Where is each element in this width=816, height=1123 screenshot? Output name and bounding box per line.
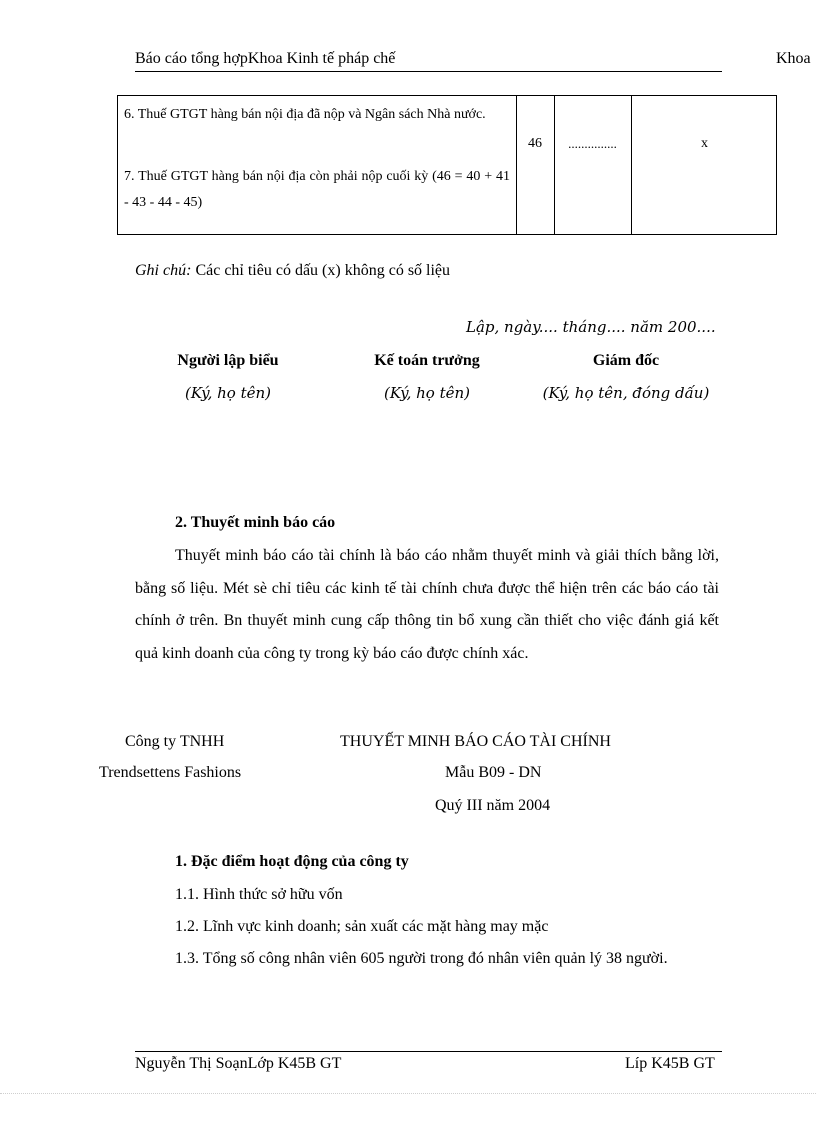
list-item: 1.1. Hình thức sở hữu vốn — [175, 886, 343, 903]
footnote-text: Các chỉ tiêu có dấu (x) không có số liệu — [191, 262, 451, 279]
table-column-divider — [631, 96, 632, 234]
report-title: THUYẾT MINH BÁO CÁO TÀI CHÍNH — [340, 733, 611, 750]
section-paragraph: Thuyết minh báo cáo tài chính là báo cáo nhằm thuyết minh và giải thích bằng lời, bằng số liệu. Mét sè chỉ tiêu các kinh tế tài chính chưa được thể hiện trên các báo cáo tài chính ở trên. Bn thuyết minh cung cấp thông tin bổ xung cần thiết cho việc đánh giá kết quả kinh doanh của công ty trong kỳ báo cáo được chính xác. — [135, 547, 719, 662]
footnote-label: Ghi chú: — [135, 262, 192, 279]
signature-preparer-sub: (Ký, họ tên) — [185, 384, 271, 402]
signature-preparer-title: Người lập biểu — [177, 352, 279, 369]
table-row-6-label: 6. Thuế GTGT hàng bán nội địa đã nộp và Ngân sách Nhà nước. — [124, 107, 486, 122]
tax-table — [117, 95, 777, 235]
table-column-divider — [554, 96, 555, 234]
list-item: 1.3. Tổng số công nhân viên 605 người trong đó nhân viên quản lý 38 người. — [175, 950, 668, 967]
page-edge — [0, 1093, 816, 1094]
report-form-code: Mẫu B09 - DN — [445, 764, 542, 781]
signature-director-sub: (Ký, họ tên, đóng dấu) — [542, 384, 710, 402]
section-heading: 2. Thuyết minh báo cáo — [175, 514, 336, 531]
signature-accountant-sub: (Ký, họ tên) — [384, 384, 470, 402]
page-header-right: Khoa — [776, 50, 811, 67]
page-footer-author: Nguyễn Thị SoạnLớp K45B GT — [135, 1055, 342, 1072]
company-name-line2: Trendsettens Fashions — [99, 764, 242, 781]
footnote — [135, 262, 450, 280]
page-header-title: Báo cáo tổng hợpKhoa Kinh tế pháp chế — [135, 50, 396, 67]
table-row-7-label: 7. Thuế GTGT hàng bán nội địa còn phải nộp cuối kỳ (46 = 40 + 41 - 43 - 44 - 45) — [124, 169, 510, 210]
footer-divider — [135, 1051, 722, 1052]
list-item: 1.2. Lĩnh vực kinh doanh; sản xuất các mặt hàng may mặc — [175, 918, 549, 935]
table-mark-cell: x — [701, 136, 708, 151]
signature-director-title: Giám đốc — [592, 352, 660, 369]
signature-accountant-title: Kế toán trưởng — [374, 352, 480, 369]
table-code-cell: 46 — [528, 136, 542, 151]
subsection-heading: 1. Đặc điểm hoạt động của công ty — [175, 853, 409, 870]
header-divider — [135, 71, 722, 72]
report-period: Quý III năm 2004 — [435, 797, 551, 814]
page-footer-class: Líp K45B GT — [625, 1055, 715, 1072]
signature-date-line: Lập, ngày.... tháng.... năm 200.... — [466, 318, 716, 336]
table-column-divider — [516, 96, 517, 234]
table-value-cell: ............... — [568, 136, 617, 151]
company-name-line1: Công ty TNHH — [125, 733, 225, 750]
